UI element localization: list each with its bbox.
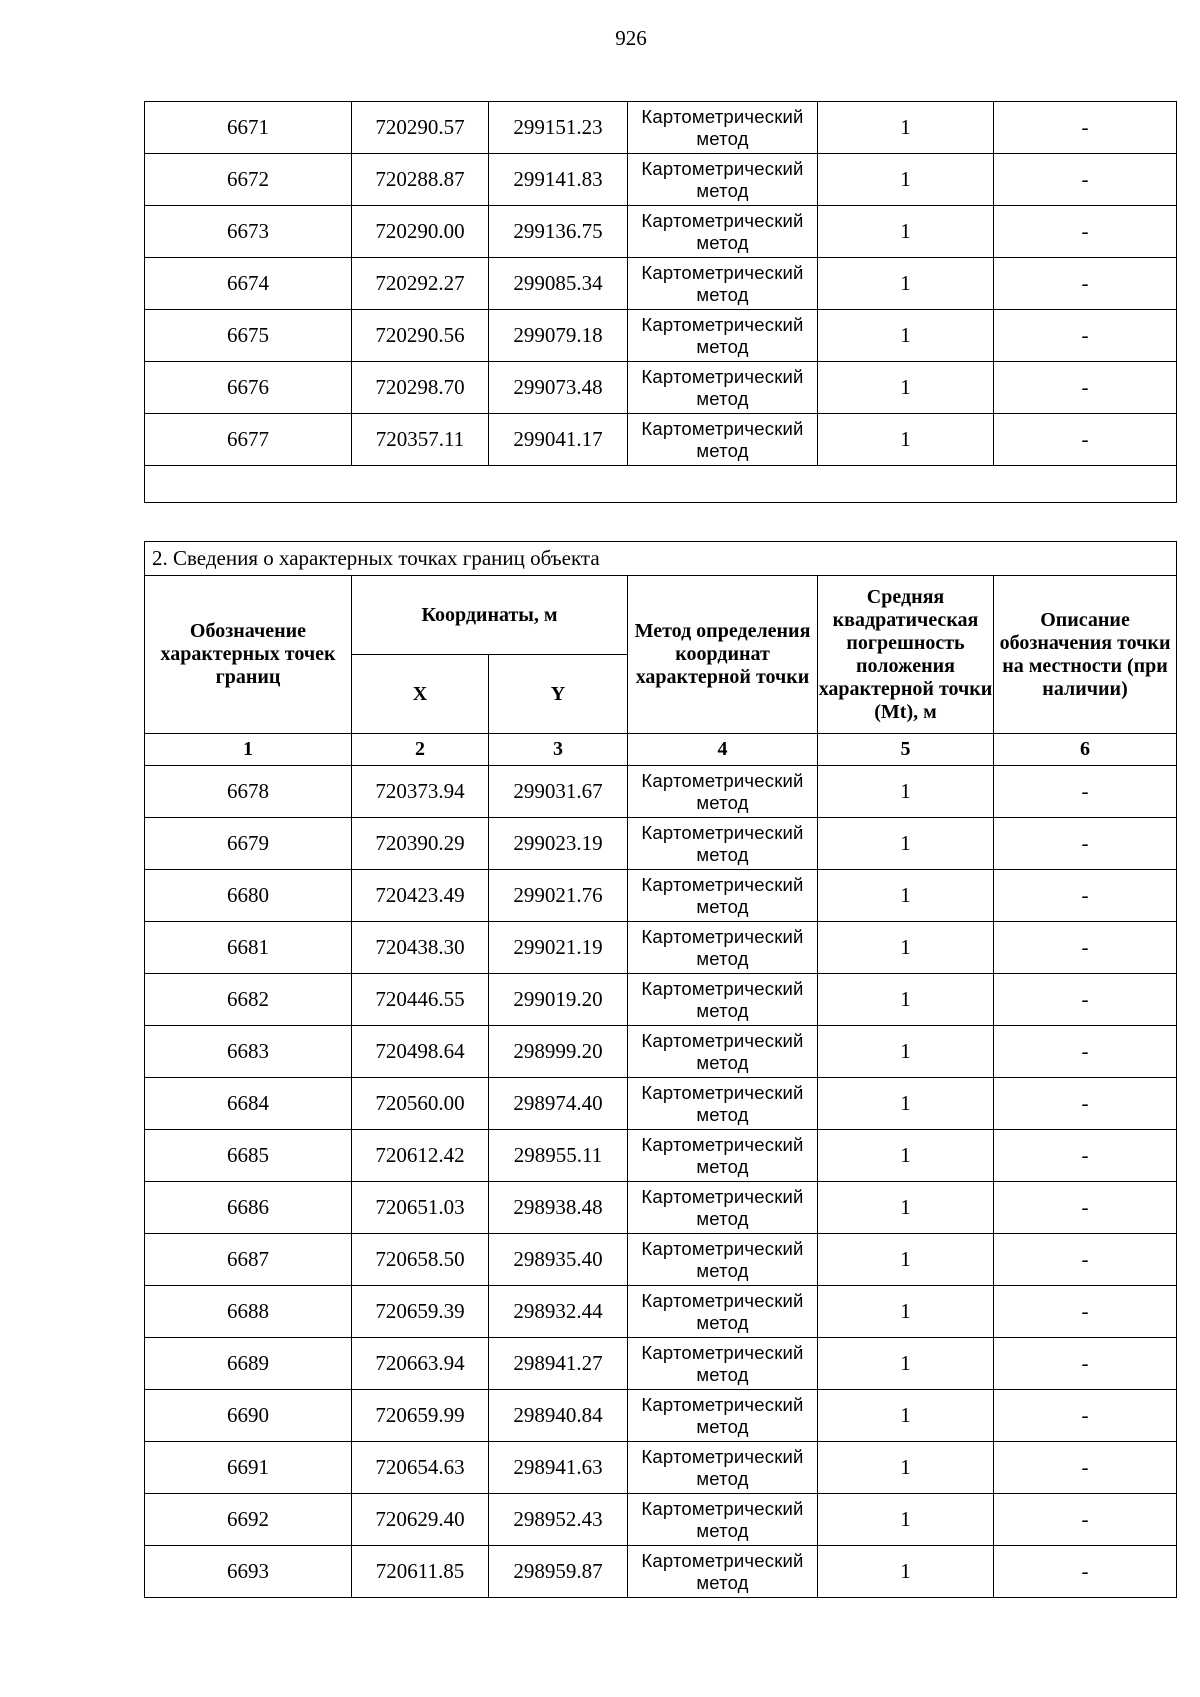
method-line: Картометрический <box>641 1185 804 1207</box>
y-coordinate-cell: 298941.27 <box>489 1338 628 1390</box>
y-coordinate-cell: 299031.67 <box>489 766 628 818</box>
point-cell: 6689 <box>145 1338 352 1390</box>
description-cell: - <box>994 154 1177 206</box>
column-numbers-row <box>145 734 1177 766</box>
x-coordinate-cell: 720446.55 <box>352 974 489 1026</box>
column-number: 4 <box>628 734 818 766</box>
description-cell: - <box>994 362 1177 414</box>
method-line: метод <box>696 999 749 1021</box>
point-cell: 6673 <box>145 206 352 258</box>
method-line: метод <box>696 127 749 149</box>
method-line: Картометрический <box>641 209 804 231</box>
method-line: Картометрический <box>641 821 804 843</box>
method-line: Картометрический <box>641 1497 804 1519</box>
description-cell: - <box>994 414 1177 466</box>
table-body <box>145 102 1177 466</box>
error-cell: 1 <box>818 1078 994 1130</box>
point-cell: 6674 <box>145 258 352 310</box>
description-cell: - <box>994 766 1177 818</box>
empty-row <box>145 466 1177 503</box>
method-line: Картометрический <box>641 925 804 947</box>
method-cell <box>628 870 818 922</box>
method-line: метод <box>696 1467 749 1489</box>
x-coordinate-cell: 720611.85 <box>352 1546 489 1598</box>
section-title: 2. Сведения о характерных точках границ объекта <box>145 542 1177 576</box>
header-coordinates: Координаты, м <box>352 576 628 655</box>
method-line: метод <box>696 1415 749 1437</box>
description-cell: - <box>994 974 1177 1026</box>
header-y: Y <box>489 655 628 734</box>
point-cell: 6683 <box>145 1026 352 1078</box>
method-line: метод <box>696 1363 749 1385</box>
x-coordinate-cell: 720651.03 <box>352 1182 489 1234</box>
page-number: 926 <box>615 26 647 50</box>
description-cell: - <box>994 1338 1177 1390</box>
method-cell <box>628 1390 818 1442</box>
method-line: Картометрический <box>641 157 804 179</box>
x-coordinate-cell: 720390.29 <box>352 818 489 870</box>
point-cell: 6671 <box>145 102 352 154</box>
description-cell: - <box>994 1390 1177 1442</box>
method-line: метод <box>696 1155 749 1177</box>
error-cell: 1 <box>818 102 994 154</box>
y-coordinate-cell: 298955.11 <box>489 1130 628 1182</box>
table-row <box>145 1546 1177 1598</box>
table-row <box>145 766 1177 818</box>
point-cell: 6676 <box>145 362 352 414</box>
header-description: Описание обозначения точки на местности (при наличии) <box>994 576 1177 734</box>
point-cell: 6679 <box>145 818 352 870</box>
point-cell: 6675 <box>145 310 352 362</box>
point-cell: 6691 <box>145 1442 352 1494</box>
description-cell: - <box>994 1286 1177 1338</box>
method-cell <box>628 1234 818 1286</box>
method-cell <box>628 102 818 154</box>
table-row <box>145 1390 1177 1442</box>
x-coordinate-cell: 720290.57 <box>352 102 489 154</box>
method-line: Картометрический <box>641 769 804 791</box>
method-line: Картометрический <box>641 1133 804 1155</box>
x-coordinate-cell: 720560.00 <box>352 1078 489 1130</box>
method-line: метод <box>696 1207 749 1229</box>
method-line: метод <box>696 231 749 253</box>
method-cell <box>628 1494 818 1546</box>
table-row <box>145 258 1177 310</box>
description-cell: - <box>994 870 1177 922</box>
point-cell: 6693 <box>145 1546 352 1598</box>
description-cell: - <box>994 922 1177 974</box>
x-coordinate-cell: 720612.42 <box>352 1130 489 1182</box>
table-row <box>145 414 1177 466</box>
x-coordinate-cell: 720629.40 <box>352 1494 489 1546</box>
error-cell: 1 <box>818 818 994 870</box>
method-line: Картометрический <box>641 1549 804 1571</box>
table-row <box>145 1494 1177 1546</box>
method-cell <box>628 1442 818 1494</box>
y-coordinate-cell: 298938.48 <box>489 1182 628 1234</box>
coordinates-table-continued <box>144 101 1177 503</box>
x-coordinate-cell: 720288.87 <box>352 154 489 206</box>
method-line: Картометрический <box>641 105 804 127</box>
table-row <box>145 1130 1177 1182</box>
point-cell: 6687 <box>145 1234 352 1286</box>
x-coordinate-cell: 720290.00 <box>352 206 489 258</box>
description-cell: - <box>994 206 1177 258</box>
column-number: 6 <box>994 734 1177 766</box>
method-line: метод <box>696 1311 749 1333</box>
empty-cell <box>145 466 1177 503</box>
error-cell: 1 <box>818 766 994 818</box>
method-line: Картометрический <box>641 1081 804 1103</box>
error-cell: 1 <box>818 1494 994 1546</box>
method-line: метод <box>696 335 749 357</box>
error-cell: 1 <box>818 206 994 258</box>
table-row <box>145 206 1177 258</box>
error-cell: 1 <box>818 1234 994 1286</box>
method-cell <box>628 1182 818 1234</box>
error-cell: 1 <box>818 414 994 466</box>
y-coordinate-cell: 299021.19 <box>489 922 628 974</box>
point-cell: 6692 <box>145 1494 352 1546</box>
error-cell: 1 <box>818 974 994 1026</box>
method-line: метод <box>696 387 749 409</box>
y-coordinate-cell: 299141.83 <box>489 154 628 206</box>
table-row <box>145 1286 1177 1338</box>
method-cell <box>628 1338 818 1390</box>
boundary-points-table <box>144 541 1177 1598</box>
x-coordinate-cell: 720658.50 <box>352 1234 489 1286</box>
y-coordinate-cell: 299023.19 <box>489 818 628 870</box>
error-cell: 1 <box>818 362 994 414</box>
x-coordinate-cell: 720663.94 <box>352 1338 489 1390</box>
table-row <box>145 1026 1177 1078</box>
column-number: 2 <box>352 734 489 766</box>
x-coordinate-cell: 720357.11 <box>352 414 489 466</box>
method-line: метод <box>696 283 749 305</box>
table-row <box>145 102 1177 154</box>
y-coordinate-cell: 298959.87 <box>489 1546 628 1598</box>
method-line: метод <box>696 179 749 201</box>
method-cell <box>628 1078 818 1130</box>
header-x: X <box>352 655 489 734</box>
method-line: Картометрический <box>641 1393 804 1415</box>
method-line: Картометрический <box>641 261 804 283</box>
method-line: метод <box>696 439 749 461</box>
y-coordinate-cell: 299073.48 <box>489 362 628 414</box>
point-cell: 6678 <box>145 766 352 818</box>
y-coordinate-cell: 298940.84 <box>489 1390 628 1442</box>
description-cell: - <box>994 1130 1177 1182</box>
point-cell: 6672 <box>145 154 352 206</box>
method-line: Картометрический <box>641 1445 804 1467</box>
table-row <box>145 1182 1177 1234</box>
x-coordinate-cell: 720659.99 <box>352 1390 489 1442</box>
y-coordinate-cell: 298952.43 <box>489 1494 628 1546</box>
point-cell: 6680 <box>145 870 352 922</box>
error-cell: 1 <box>818 1338 994 1390</box>
header-error: Средняя квадратическая погрешность положения характерной точки (Mt), м <box>818 576 994 734</box>
table-row <box>145 154 1177 206</box>
error-cell: 1 <box>818 870 994 922</box>
error-cell: 1 <box>818 1546 994 1598</box>
method-line: Картометрический <box>641 1237 804 1259</box>
table-row <box>145 1338 1177 1390</box>
y-coordinate-cell: 299085.34 <box>489 258 628 310</box>
description-cell: - <box>994 1026 1177 1078</box>
x-coordinate-cell: 720290.56 <box>352 310 489 362</box>
description-cell: - <box>994 258 1177 310</box>
error-cell: 1 <box>818 1442 994 1494</box>
description-cell: - <box>994 1442 1177 1494</box>
method-cell <box>628 818 818 870</box>
method-line: Картометрический <box>641 365 804 387</box>
x-coordinate-cell: 720373.94 <box>352 766 489 818</box>
method-line: метод <box>696 1051 749 1073</box>
y-coordinate-cell: 299041.17 <box>489 414 628 466</box>
description-cell: - <box>994 1234 1177 1286</box>
description-cell: - <box>994 818 1177 870</box>
y-coordinate-cell: 298974.40 <box>489 1078 628 1130</box>
description-cell: - <box>994 1078 1177 1130</box>
error-cell: 1 <box>818 922 994 974</box>
method-line: Картометрический <box>641 1289 804 1311</box>
y-coordinate-cell: 299021.76 <box>489 870 628 922</box>
method-cell <box>628 1026 818 1078</box>
x-coordinate-cell: 720438.30 <box>352 922 489 974</box>
y-coordinate-cell: 298941.63 <box>489 1442 628 1494</box>
description-cell: - <box>994 310 1177 362</box>
method-line: Картометрический <box>641 1029 804 1051</box>
method-cell <box>628 974 818 1026</box>
table-row <box>145 310 1177 362</box>
table-body <box>145 766 1177 1598</box>
method-cell <box>628 310 818 362</box>
y-coordinate-cell: 298999.20 <box>489 1026 628 1078</box>
header-point: Обозначение характерных точек границ <box>145 576 352 734</box>
table-row <box>145 1078 1177 1130</box>
y-coordinate-cell: 299136.75 <box>489 206 628 258</box>
error-cell: 1 <box>818 1182 994 1234</box>
x-coordinate-cell: 720498.64 <box>352 1026 489 1078</box>
point-cell: 6681 <box>145 922 352 974</box>
y-coordinate-cell: 299151.23 <box>489 102 628 154</box>
method-cell <box>628 154 818 206</box>
method-cell <box>628 1130 818 1182</box>
method-cell <box>628 258 818 310</box>
method-line: Картометрический <box>641 977 804 999</box>
method-line: метод <box>696 1519 749 1541</box>
y-coordinate-cell: 299019.20 <box>489 974 628 1026</box>
method-cell <box>628 922 818 974</box>
table-row <box>145 362 1177 414</box>
column-number: 3 <box>489 734 628 766</box>
method-cell <box>628 362 818 414</box>
error-cell: 1 <box>818 1026 994 1078</box>
method-line: Картометрический <box>641 1341 804 1363</box>
x-coordinate-cell: 720423.49 <box>352 870 489 922</box>
y-coordinate-cell: 299079.18 <box>489 310 628 362</box>
method-line: метод <box>696 791 749 813</box>
method-line: метод <box>696 947 749 969</box>
point-cell: 6682 <box>145 974 352 1026</box>
table-row <box>145 922 1177 974</box>
description-cell: - <box>994 102 1177 154</box>
y-coordinate-cell: 298935.40 <box>489 1234 628 1286</box>
x-coordinate-cell: 720654.63 <box>352 1442 489 1494</box>
description-cell: - <box>994 1494 1177 1546</box>
point-cell: 6686 <box>145 1182 352 1234</box>
point-cell: 6684 <box>145 1078 352 1130</box>
method-cell <box>628 206 818 258</box>
method-cell <box>628 414 818 466</box>
method-cell <box>628 1546 818 1598</box>
point-cell: 6685 <box>145 1130 352 1182</box>
point-cell: 6690 <box>145 1390 352 1442</box>
method-line: метод <box>696 843 749 865</box>
method-line: метод <box>696 1571 749 1593</box>
table-row <box>145 818 1177 870</box>
error-cell: 1 <box>818 1390 994 1442</box>
method-line: Картометрический <box>641 873 804 895</box>
table-row <box>145 870 1177 922</box>
point-cell: 6688 <box>145 1286 352 1338</box>
error-cell: 1 <box>818 1286 994 1338</box>
error-cell: 1 <box>818 154 994 206</box>
y-coordinate-cell: 298932.44 <box>489 1286 628 1338</box>
column-number: 1 <box>145 734 352 766</box>
error-cell: 1 <box>818 1130 994 1182</box>
description-cell: - <box>994 1182 1177 1234</box>
table-row <box>145 974 1177 1026</box>
x-coordinate-cell: 720298.70 <box>352 362 489 414</box>
table-row <box>145 1442 1177 1494</box>
method-cell <box>628 766 818 818</box>
method-line: Картометрический <box>641 417 804 439</box>
header-method: Метод определения координат характерной точки <box>628 576 818 734</box>
method-cell <box>628 1286 818 1338</box>
point-cell: 6677 <box>145 414 352 466</box>
x-coordinate-cell: 720292.27 <box>352 258 489 310</box>
description-cell: - <box>994 1546 1177 1598</box>
error-cell: 1 <box>818 258 994 310</box>
x-coordinate-cell: 720659.39 <box>352 1286 489 1338</box>
table-row <box>145 1234 1177 1286</box>
error-cell: 1 <box>818 310 994 362</box>
method-line: метод <box>696 1103 749 1125</box>
column-number: 5 <box>818 734 994 766</box>
method-line: Картометрический <box>641 313 804 335</box>
method-line: метод <box>696 1259 749 1281</box>
method-line: метод <box>696 895 749 917</box>
